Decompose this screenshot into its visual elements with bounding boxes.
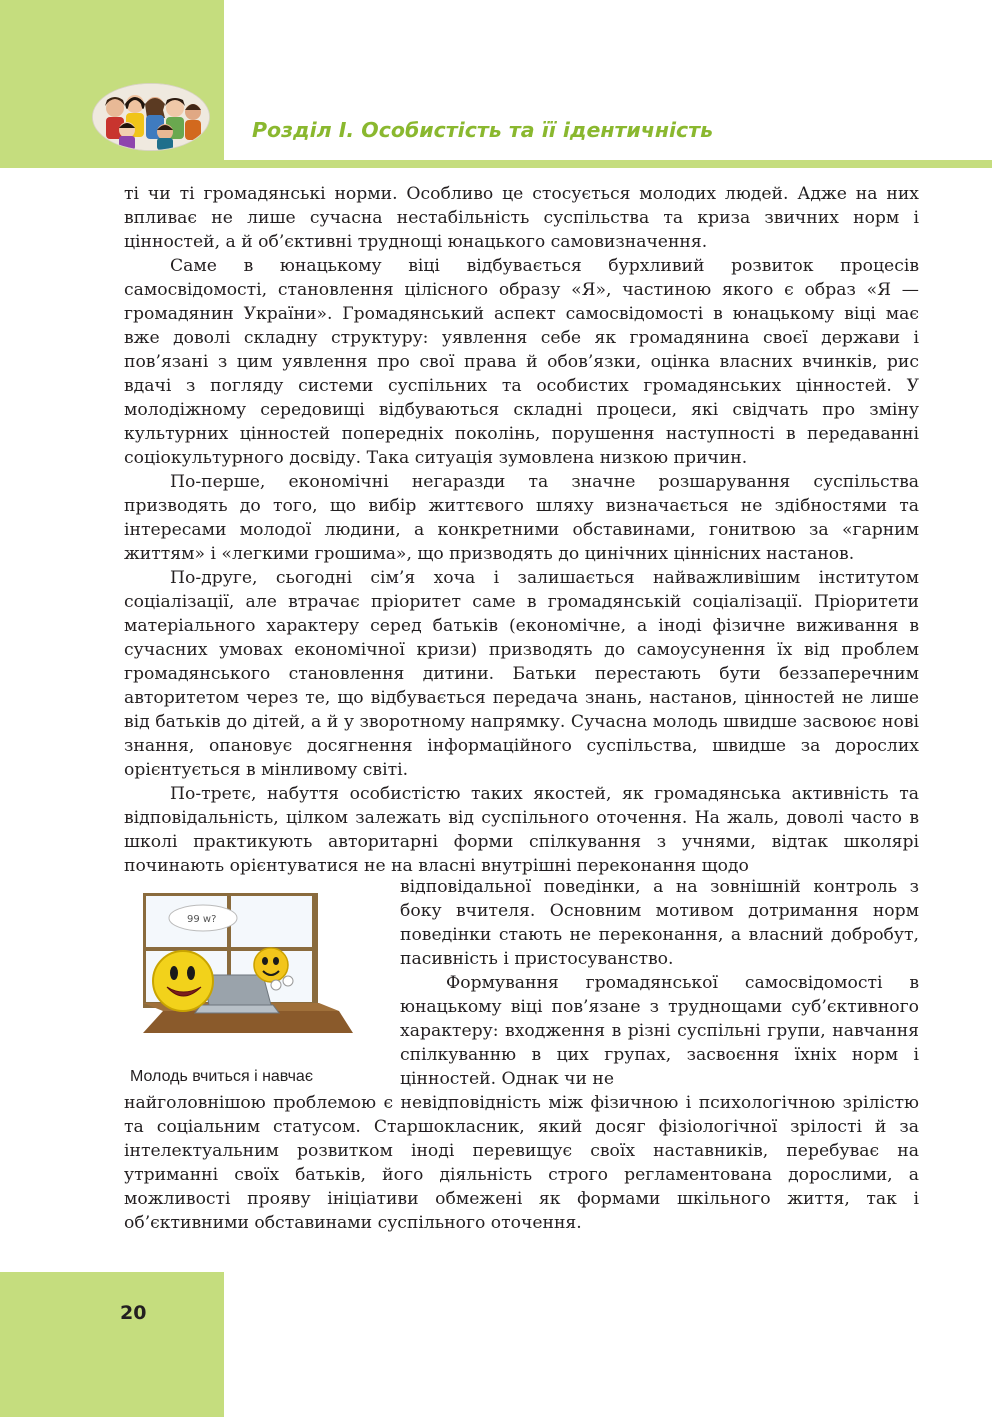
speech-bubble-text: 99 w? xyxy=(187,914,217,925)
paragraph: ті чи ті громадянські норми. Особливо це стосується молодих людей. Адже на них впливає не лише сучасна нестабільність суспільства та криза звичних норм і цінностей, а й об’єктивні труднощі юнацького самовизначення. xyxy=(124,184,919,252)
text-column-beside-figure xyxy=(400,875,919,1091)
smileys-laptop-illustration xyxy=(143,893,361,1034)
footer-green-block xyxy=(0,1272,224,1417)
page-number: 20 xyxy=(120,1302,147,1324)
figure-caption: Молодь вчиться і навчає xyxy=(130,1068,313,1085)
paragraph: Саме в юнацькому віці відбувається бурхливий розвиток процесів самосвідомості, становлення цілісного образу «Я», частиною якого є образ «Я — громадянин України». Громадянський аспект самосвідомості в юнацькому віці має вже доволі складну структуру: уявлення себе як громадянина своєї держави і пов’язані з цим уявлення про свої права й обов’язки, оцінка власних вчинків, рис вдачі з погляду системи суспільних та особистих громадянських цінностей. У молодіжному середовищі відбуваються складні процеси, які свідчать про зміну культурних цінностей попередніх поколінь, порушення наступності в передаванні соціокультурного досвіду. Така ситуація зумовлена низкою причин. xyxy=(124,256,919,468)
chapter-logo-image xyxy=(93,84,209,150)
body-text xyxy=(124,182,919,878)
paragraph: По-друге, сьогодні сім’я хоча і залишається найважливішим інститутом соціалізації, але втрачає пріоритет саме в громадянській соціалізації. Пріоритети матеріального характеру серед батьків (економічне, а іноді фізичне виживання в сучасних умовах економічної кризи) призводять до самоусунення їх від проблем громадянського становлення дитини. Батьки перестають бути беззаперечним авторитетом через те, що відбувається передача знань, настанов, цінностей не лише від батьків до дітей, а й у зворотному напрямку. Сучасна молодь швидше засвоює нові знання, опановує досягнення інформаційного суспільства, швидше за дорослих орієнтується в мінливому світі. xyxy=(124,568,919,780)
children-group-icon xyxy=(93,84,209,150)
paragraph-continuation: найголовнішою проблемою є невідповідність між фізичною і психологічною зрілістю та соціальним статусом. Старшокласник, який досяг фізіологічної зрілості й за інтелектуальним розвитком іноді перевищує своїх наставників, перебуває на утриманні своїх батьків, його діяльність строго регламентована дорослими, а можливості прояву ініціативи обмежені як формами шкільного життя, так і об’єктивними обставинами суспільного оточення. xyxy=(124,1093,919,1233)
paragraph: Формування громадянської самосвідомості в юнацькому віці пов’язане з труднощами суб’єктивного характеру: входження в різні суспільні групи, навчання спілкуванню в цих групах, засвоєння їхніх норм і цінностей. Однак чи не xyxy=(400,973,919,1089)
header-green-block xyxy=(0,0,224,168)
chapter-title: Розділ І. Особистість та її ідентичність xyxy=(252,118,714,142)
paragraph-continuation: відповідальної поведінки, а на зовнішній контроль з боку вчителя. Основним мотивом дотримання норм поведінки стають не переконання, а власний добробут, пасивність і пристосуванство. xyxy=(400,877,919,969)
header-green-band xyxy=(224,160,992,168)
paragraph: По-третє, набуття особистістю таких якостей, як громадянська активність та відповідальність, цілком залежать від суспільного оточення. На жаль, доволі часто в школі практикують авторитарні форми спілкування з учнями, відтак школярі починають орієнтуватися не на власні внутрішні переконання щодо xyxy=(124,784,919,876)
body-text-bottom xyxy=(124,1091,919,1235)
paragraph: По-перше, економічні негаразди та значне розшарування суспільства призводять до того, що вибір життєвого шляху визначається не здібностями та інтересами молодої людини, а конкретними обставинами, гонитвою за «гарним життям» і «легкими грошима», що призводять до цинічних ціннісних настанов. xyxy=(124,472,919,564)
